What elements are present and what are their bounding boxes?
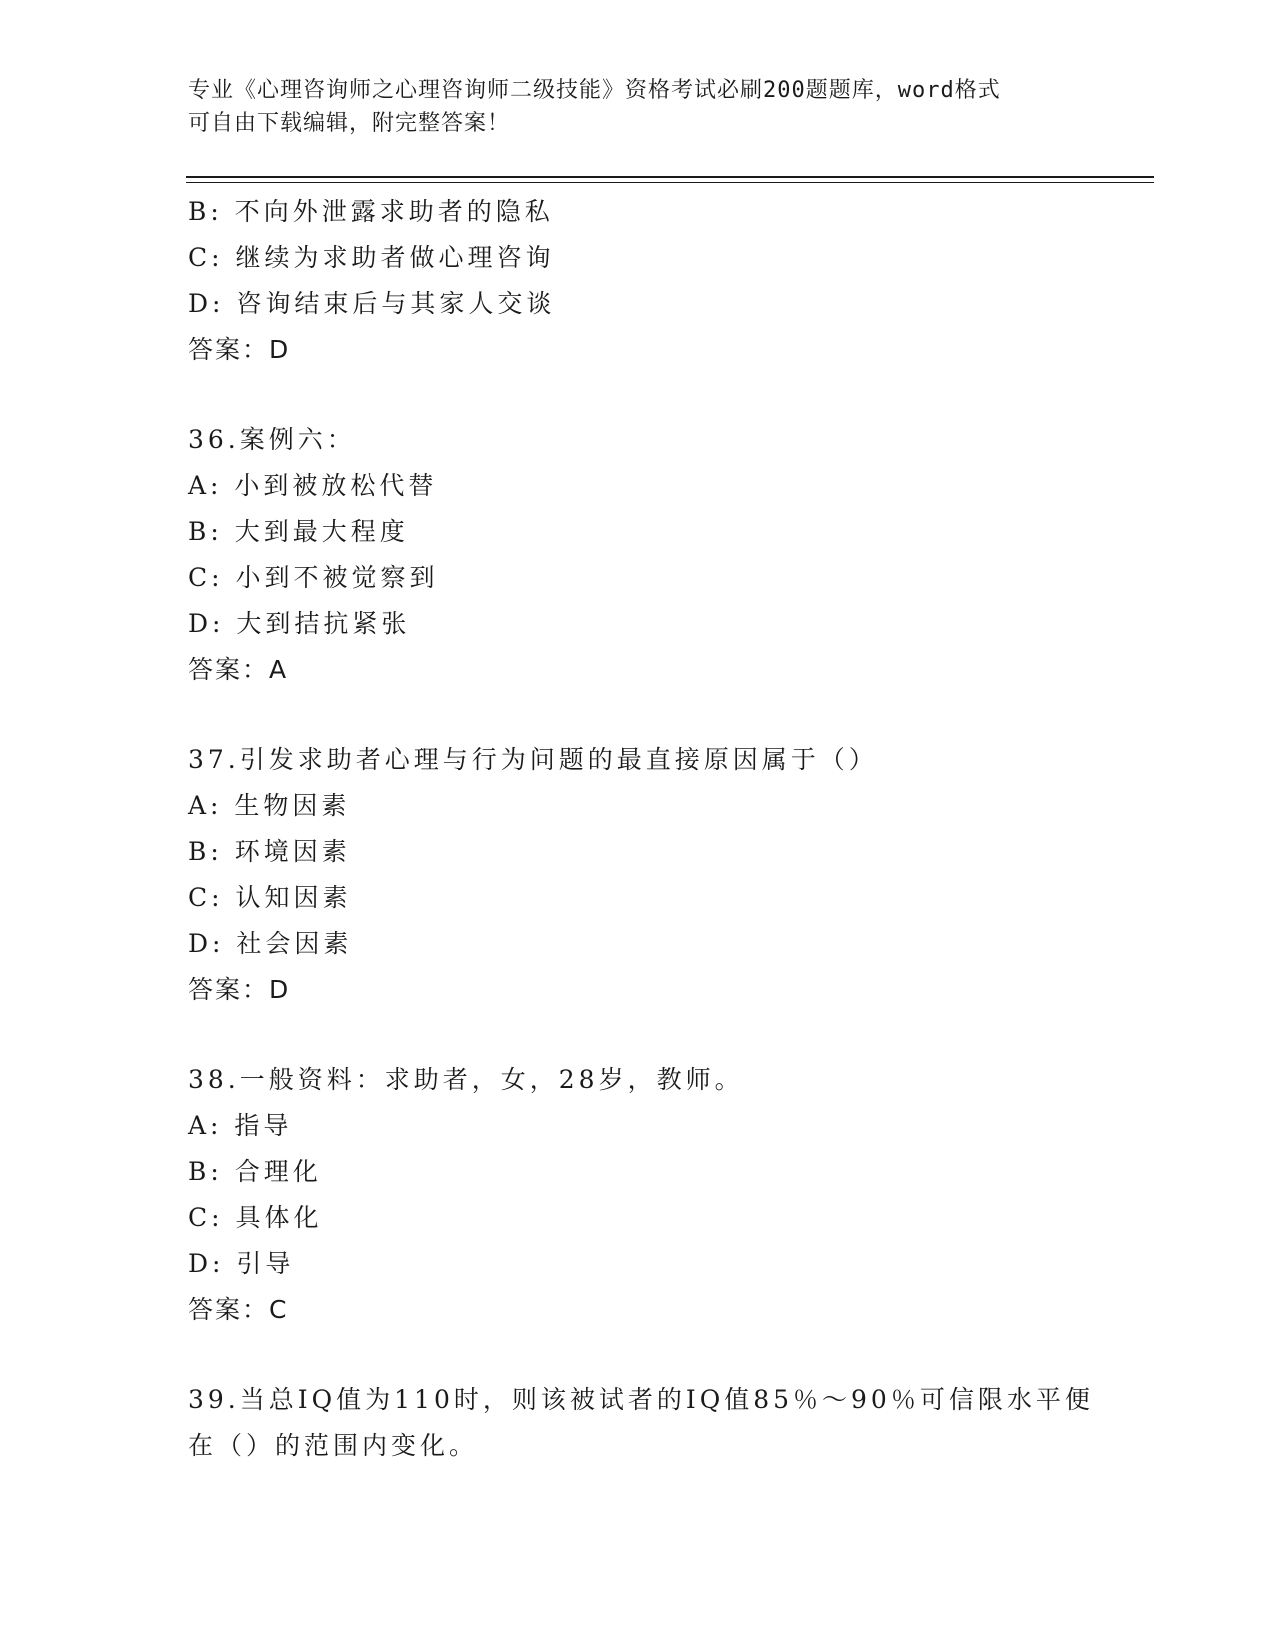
answer-line: 答案：C xyxy=(188,1295,289,1324)
spacer xyxy=(188,693,1088,737)
question-text: 36.案例六： xyxy=(188,425,356,454)
header-divider-thick xyxy=(186,176,1154,178)
option-c: C: 认知因素 xyxy=(188,883,352,912)
question-text: 38.一般资料：求助者，女，28岁，教师。 xyxy=(188,1065,744,1094)
question-list xyxy=(188,189,1094,1469)
question-block-38 xyxy=(188,1057,1088,1333)
document-header xyxy=(188,74,1088,140)
option-c: C: 小到不被觉察到 xyxy=(188,563,439,592)
option-d: D: 社会因素 xyxy=(188,929,353,958)
question-text-line-2: 在（）的范围内变化。 xyxy=(188,1431,479,1460)
option-d: D: 咨询结束后与其家人交谈 xyxy=(188,289,556,318)
option-c: C: 具体化 xyxy=(188,1203,323,1232)
option-b: B: 不向外泄露求助者的隐私 xyxy=(188,197,554,226)
spacer xyxy=(188,1013,1088,1057)
header-line-2: 可自由下载编辑，附完整答案！ xyxy=(188,111,511,136)
answer-line: 答案：D xyxy=(188,975,291,1004)
header-divider-thin xyxy=(186,182,1154,183)
spacer xyxy=(188,373,1088,417)
question-text-line-1: 39.当总IQ值为110时，则该被试者的IQ值85％～90％可信限水平便 xyxy=(188,1385,1094,1414)
question-block-39 xyxy=(188,1377,1094,1469)
option-d: D: 大到拮抗紧张 xyxy=(188,609,411,638)
option-a: A: 小到被放松代替 xyxy=(188,471,438,500)
question-block-36 xyxy=(188,417,1088,693)
answer-line: 答案：D xyxy=(188,335,291,364)
option-b: B: 环境因素 xyxy=(188,837,351,866)
option-c: C: 继续为求助者做心理咨询 xyxy=(188,243,555,272)
option-b: B: 大到最大程度 xyxy=(188,517,409,546)
question-block-37 xyxy=(188,737,1088,1013)
question-block-35 xyxy=(188,189,1088,373)
question-text: 37.引发求助者心理与行为问题的最直接原因属于（） xyxy=(188,745,878,774)
option-d: D: 引导 xyxy=(188,1249,295,1278)
header-line-1: 专业《心理咨询师之心理咨询师二级技能》资格考试必刷200题题库，word格式 xyxy=(188,78,1001,103)
option-a: A: 指导 xyxy=(188,1111,293,1140)
spacer xyxy=(188,1333,1088,1377)
option-a: A: 生物因素 xyxy=(188,791,351,820)
answer-line: 答案：A xyxy=(188,655,289,684)
option-b: B: 合理化 xyxy=(188,1157,322,1186)
